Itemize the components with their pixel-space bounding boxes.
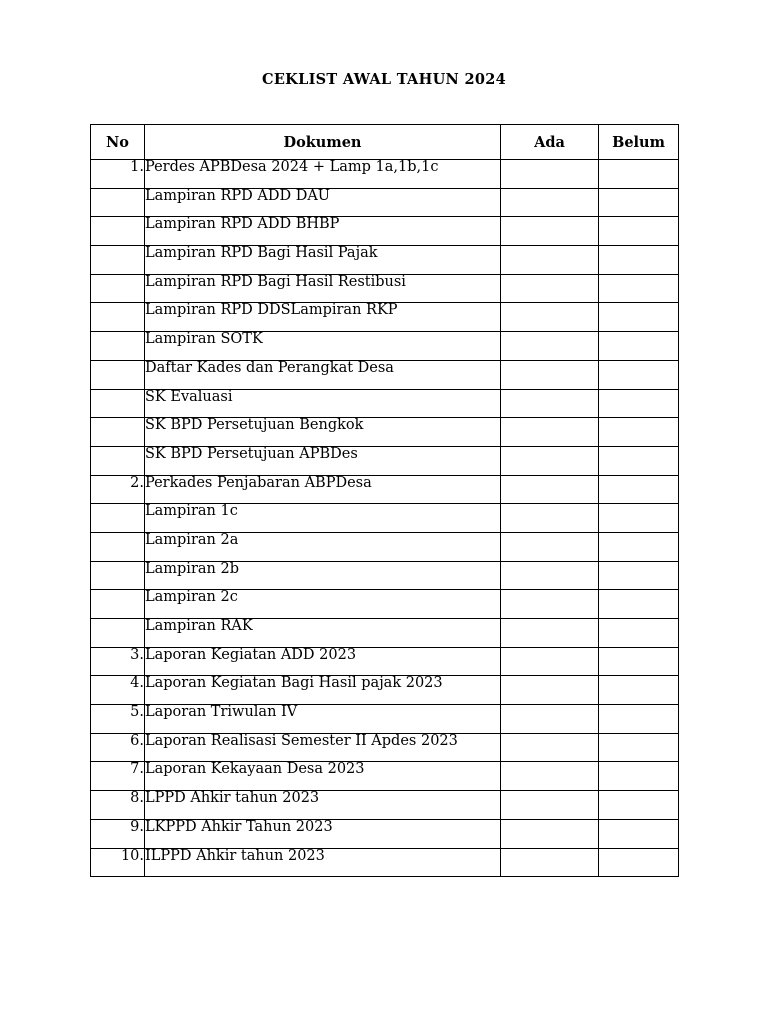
- row-number: 5.: [91, 705, 145, 734]
- column-header-dokumen: Dokumen: [145, 125, 501, 160]
- document-name: Laporan Triwulan IV: [145, 705, 501, 734]
- row-number: [91, 274, 145, 303]
- row-number: [91, 590, 145, 619]
- ada-checkbox-cell[interactable]: [501, 791, 599, 820]
- ada-checkbox-cell[interactable]: [501, 188, 599, 217]
- belum-checkbox-cell[interactable]: [599, 762, 679, 791]
- table-header-row: [91, 125, 679, 160]
- table-row: [91, 561, 679, 590]
- page-title: CEKLIST AWAL TAHUN 2024: [261, 71, 506, 88]
- row-number: 2.: [91, 475, 145, 504]
- ada-checkbox-cell[interactable]: [501, 360, 599, 389]
- table-row: [91, 246, 679, 275]
- row-number: 10.: [91, 848, 145, 877]
- ada-checkbox-cell[interactable]: [501, 446, 599, 475]
- document-name: SK BPD Persetujuan Bengkok: [145, 418, 501, 447]
- row-number: 3.: [91, 647, 145, 676]
- ada-checkbox-cell[interactable]: [501, 475, 599, 504]
- belum-checkbox-cell[interactable]: [599, 332, 679, 361]
- document-name: Lampiran RAK: [145, 619, 501, 648]
- column-header-no: No: [91, 125, 145, 160]
- document-name: Laporan Kegiatan ADD 2023: [145, 647, 501, 676]
- ada-checkbox-cell[interactable]: [501, 733, 599, 762]
- ada-checkbox-cell[interactable]: [501, 274, 599, 303]
- document-name: Lampiran RPD ADD DAU: [145, 188, 501, 217]
- table-row: [91, 332, 679, 361]
- ada-checkbox-cell[interactable]: [501, 303, 599, 332]
- document-name: Lampiran RPD Bagi Hasil Restibusi: [145, 274, 501, 303]
- column-header-ada: Ada: [501, 125, 599, 160]
- row-number: [91, 217, 145, 246]
- ada-checkbox-cell[interactable]: [501, 389, 599, 418]
- document-name: Lampiran 1c: [145, 504, 501, 533]
- row-number: [91, 246, 145, 275]
- document-name: Daftar Kades dan Perangkat Desa: [145, 360, 501, 389]
- row-number: [91, 446, 145, 475]
- ada-checkbox-cell[interactable]: [501, 217, 599, 246]
- belum-checkbox-cell[interactable]: [599, 418, 679, 447]
- belum-checkbox-cell[interactable]: [599, 676, 679, 705]
- belum-checkbox-cell[interactable]: [599, 619, 679, 648]
- ada-checkbox-cell[interactable]: [501, 504, 599, 533]
- belum-checkbox-cell[interactable]: [599, 389, 679, 418]
- row-number: [91, 418, 145, 447]
- table-row: [91, 762, 679, 791]
- table-row: [91, 619, 679, 648]
- ada-checkbox-cell[interactable]: [501, 418, 599, 447]
- ada-checkbox-cell[interactable]: [501, 705, 599, 734]
- table-row: [91, 217, 679, 246]
- table-row: [91, 389, 679, 418]
- ada-checkbox-cell[interactable]: [501, 332, 599, 361]
- document-name: Laporan Kekayaan Desa 2023: [145, 762, 501, 791]
- document-name: ILPPD Ahkir tahun 2023: [145, 848, 501, 877]
- document-name: Perdes APBDesa 2024 + Lamp 1a,1b,1c: [145, 160, 501, 189]
- row-number: [91, 332, 145, 361]
- table-row: [91, 504, 679, 533]
- belum-checkbox-cell[interactable]: [599, 303, 679, 332]
- document-name: Perkades Penjabaran ABPDesa: [145, 475, 501, 504]
- table-row: [91, 676, 679, 705]
- table-row: [91, 705, 679, 734]
- table-row: [91, 647, 679, 676]
- row-number: 9.: [91, 819, 145, 848]
- belum-checkbox-cell[interactable]: [599, 188, 679, 217]
- ada-checkbox-cell[interactable]: [501, 160, 599, 189]
- table-row: [91, 819, 679, 848]
- document-name: Lampiran 2a: [145, 532, 501, 561]
- document-name: Lampiran RPD ADD BHBP: [145, 217, 501, 246]
- table-row: [91, 160, 679, 189]
- belum-checkbox-cell[interactable]: [599, 532, 679, 561]
- ada-checkbox-cell[interactable]: [501, 532, 599, 561]
- document-name: Lampiran 2c: [145, 590, 501, 619]
- row-number: [91, 619, 145, 648]
- ada-checkbox-cell[interactable]: [501, 619, 599, 648]
- document-name: SK BPD Persetujuan APBDes: [145, 446, 501, 475]
- row-number: [91, 504, 145, 533]
- belum-checkbox-cell[interactable]: [599, 561, 679, 590]
- ada-checkbox-cell[interactable]: [501, 647, 599, 676]
- belum-checkbox-cell[interactable]: [599, 360, 679, 389]
- checklist-table: [90, 124, 679, 877]
- ada-checkbox-cell[interactable]: [501, 819, 599, 848]
- row-number: [91, 561, 145, 590]
- belum-checkbox-cell[interactable]: [599, 590, 679, 619]
- row-number: [91, 360, 145, 389]
- table-row: [91, 188, 679, 217]
- belum-checkbox-cell[interactable]: [599, 475, 679, 504]
- document-name: Lampiran 2b: [145, 561, 501, 590]
- belum-checkbox-cell[interactable]: [599, 246, 679, 275]
- belum-checkbox-cell[interactable]: [599, 160, 679, 189]
- belum-checkbox-cell[interactable]: [599, 791, 679, 820]
- belum-checkbox-cell[interactable]: [599, 733, 679, 762]
- document-name: LKPPD Ahkir Tahun 2023: [145, 819, 501, 848]
- table-row: [91, 733, 679, 762]
- table-row: [91, 532, 679, 561]
- document-name: Lampiran SOTK: [145, 332, 501, 361]
- table-row: [91, 475, 679, 504]
- ada-checkbox-cell[interactable]: [501, 848, 599, 877]
- table-row: [91, 446, 679, 475]
- table-row: [91, 303, 679, 332]
- document-name: Lampiran RPD DDSLampiran RKP: [145, 303, 501, 332]
- document-name: Lampiran RPD Bagi Hasil Pajak: [145, 246, 501, 275]
- belum-checkbox-cell[interactable]: [599, 848, 679, 877]
- row-number: [91, 303, 145, 332]
- row-number: 1.: [91, 160, 145, 189]
- row-number: [91, 188, 145, 217]
- table-row: [91, 360, 679, 389]
- table-row: [91, 274, 679, 303]
- belum-checkbox-cell[interactable]: [599, 446, 679, 475]
- document-name: Laporan Realisasi Semester II Apdes 2023: [145, 733, 501, 762]
- row-number: [91, 532, 145, 561]
- row-number: [91, 389, 145, 418]
- belum-checkbox-cell[interactable]: [599, 705, 679, 734]
- ada-checkbox-cell[interactable]: [501, 762, 599, 791]
- table-body: [91, 160, 679, 877]
- belum-checkbox-cell[interactable]: [599, 504, 679, 533]
- row-number: 7.: [91, 762, 145, 791]
- table-row: [91, 791, 679, 820]
- column-header-belum: Belum: [599, 125, 679, 160]
- row-number: 4.: [91, 676, 145, 705]
- ada-checkbox-cell[interactable]: [501, 246, 599, 275]
- ada-checkbox-cell[interactable]: [501, 561, 599, 590]
- table-row: [91, 848, 679, 877]
- belum-checkbox-cell[interactable]: [599, 647, 679, 676]
- document-name: SK Evaluasi: [145, 389, 501, 418]
- belum-checkbox-cell[interactable]: [599, 217, 679, 246]
- document-name: Laporan Kegiatan Bagi Hasil pajak 2023: [145, 676, 501, 705]
- row-number: 8.: [91, 791, 145, 820]
- table-row: [91, 418, 679, 447]
- belum-checkbox-cell[interactable]: [599, 274, 679, 303]
- row-number: 6.: [91, 733, 145, 762]
- ada-checkbox-cell[interactable]: [501, 590, 599, 619]
- ada-checkbox-cell[interactable]: [501, 676, 599, 705]
- document-name: LPPD Ahkir tahun 2023: [145, 791, 501, 820]
- belum-checkbox-cell[interactable]: [599, 819, 679, 848]
- table-row: [91, 590, 679, 619]
